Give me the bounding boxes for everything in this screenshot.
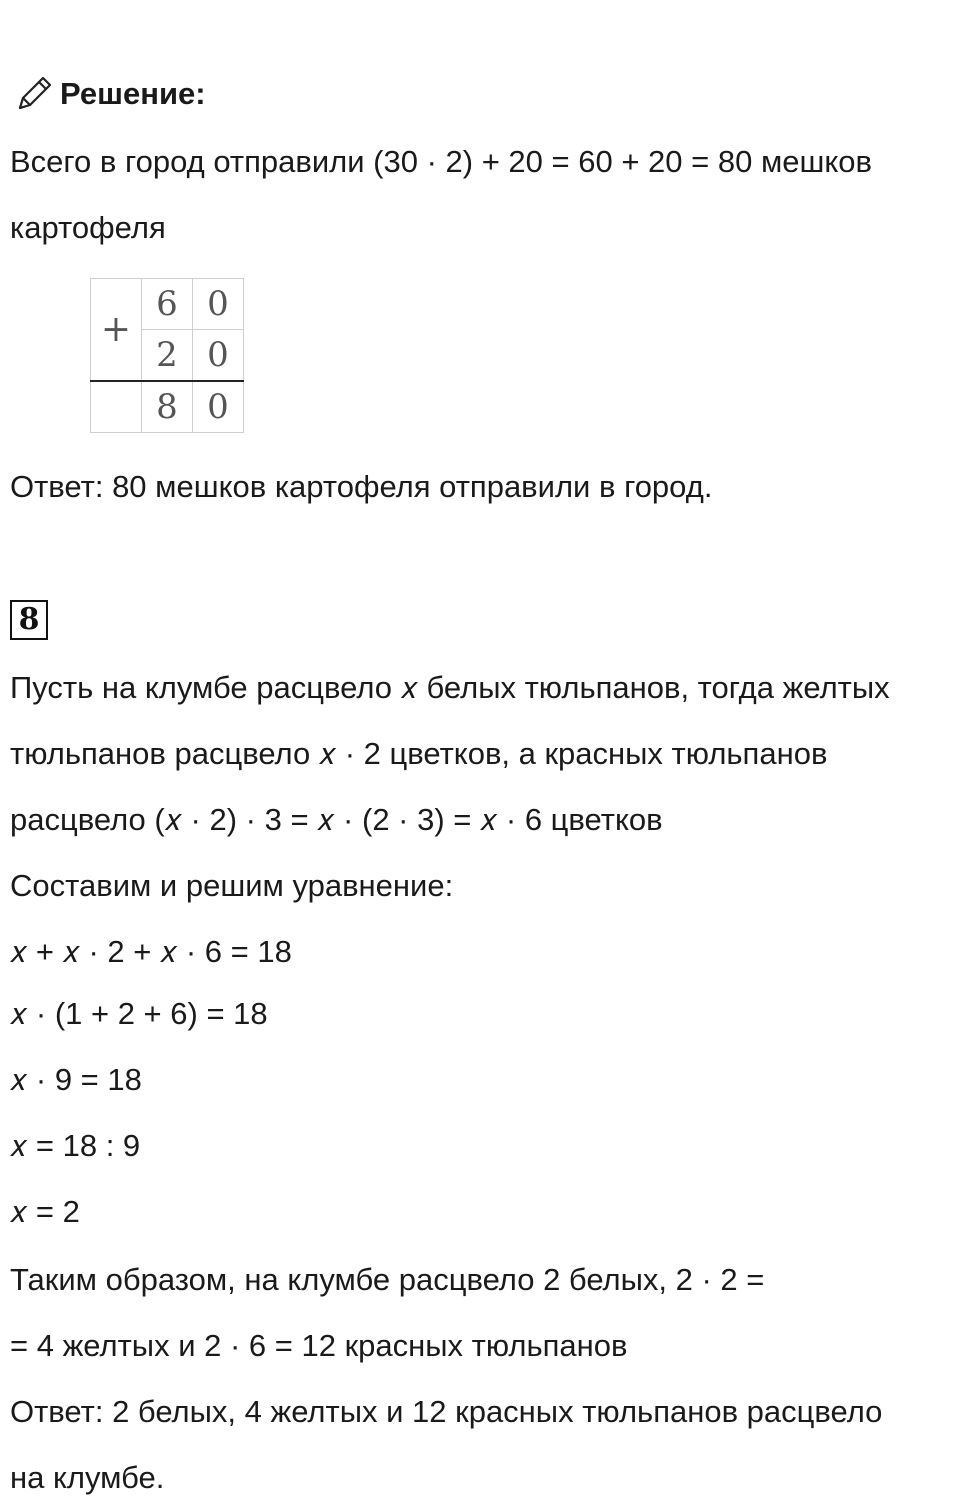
task8-line-4: Составим и решим уравнение: [10, 868, 454, 903]
solution-line-2: картофеля [10, 210, 166, 245]
equation-line-2: 𝑥 · (1 + 2 + 6) = 18 [10, 996, 268, 1031]
equation-line-1: 𝑥 + 𝑥 · 2 + 𝑥 · 6 = 18 [10, 934, 292, 969]
task-number-box: 8 [10, 600, 48, 640]
digit-cell: 0 [193, 279, 244, 330]
solution-line-1: Всего в город отправили (30 · 2) + 20 = 60 + 20 = 80 мешков [10, 144, 872, 179]
pencil-icon [12, 72, 56, 116]
task8-line-2: тюльпанов расцвело 𝑥 · 2 цветков, а красных тюльпанов [10, 736, 828, 771]
digit-cell: 0 [193, 330, 244, 382]
equation-line-3: 𝑥 · 9 = 18 [10, 1062, 142, 1097]
empty-cell [91, 381, 142, 433]
task8-conclusion-2: = 4 желтых и 2 · 6 = 12 красных тюльпанов [10, 1328, 628, 1363]
equation-line-4: 𝑥 = 18 : 9 [10, 1128, 141, 1163]
task8-line-1: Пусть на клумбе расцвело 𝑥 белых тюльпанов, тогда желтых [10, 670, 890, 705]
digit-cell: 8 [142, 381, 193, 433]
plus-sign: + [91, 279, 142, 382]
digit-cell: 2 [142, 330, 193, 382]
digit-cell: 6 [142, 279, 193, 330]
task8-answer-2: на клумбе. [10, 1460, 165, 1495]
solution-title: Решение: [60, 76, 206, 111]
equation-line-5: 𝑥 = 2 [10, 1194, 80, 1229]
column-addition [90, 278, 244, 433]
task8-answer-1: Ответ: 2 белых, 4 желтых и 12 красных тюльпанов расцвело [10, 1394, 883, 1429]
digit-cell: 0 [193, 381, 244, 433]
solution-heading [12, 72, 206, 116]
solution-answer: Ответ: 80 мешков картофеля отправили в город. [10, 469, 713, 504]
task8-conclusion-1: Таким образом, на клумбе расцвело 2 белых, 2 · 2 = [10, 1262, 765, 1297]
task8-line-3: расцвело (𝑥 · 2) · 3 = 𝑥 · (2 · 3) = 𝑥 · 6 цветков [10, 802, 663, 837]
